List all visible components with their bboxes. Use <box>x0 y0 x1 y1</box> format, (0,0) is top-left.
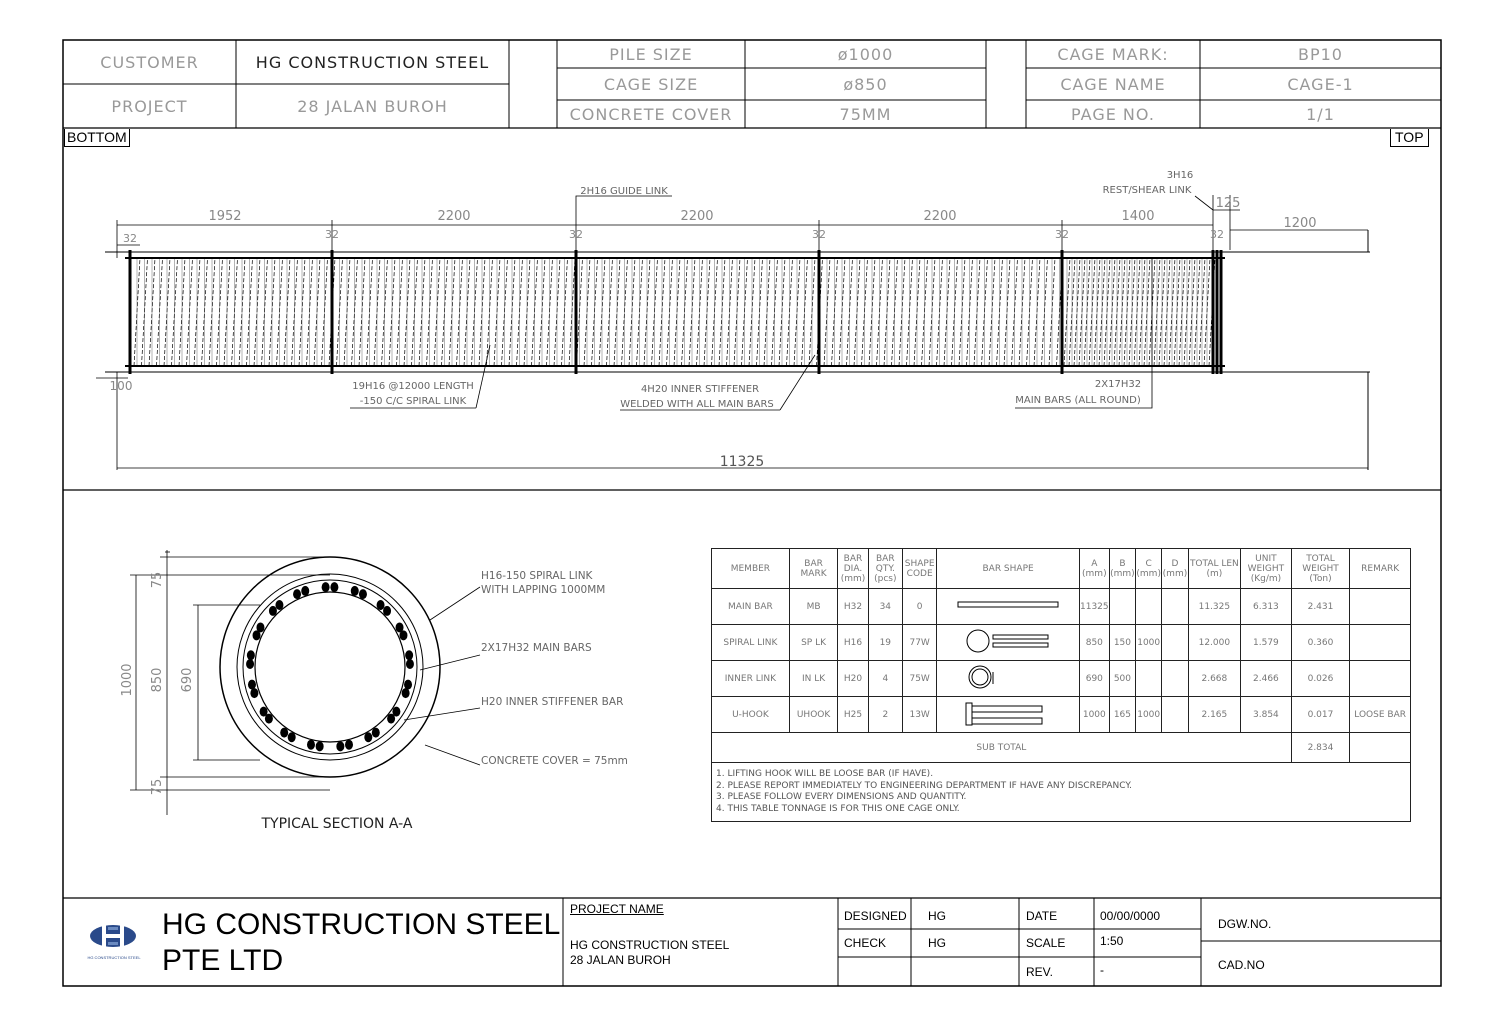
table-cell: H25 <box>838 697 868 733</box>
cage-name-label: CAGE NAME <box>1060 74 1166 94</box>
project-name-2: 28 JALAN BUROH <box>570 953 671 967</box>
dim-1952: 1952 <box>208 209 242 224</box>
stiffener-ring <box>255 592 405 742</box>
subtotal-label: SUB TOTAL <box>712 733 1292 763</box>
table-cell: 34 <box>868 589 902 625</box>
inner-link-row <box>712 661 1411 697</box>
table-cell: 1000 <box>1136 625 1162 661</box>
table-cell: MB <box>789 589 838 625</box>
table-cell: 0.017 <box>1291 697 1350 733</box>
main-bar-dot <box>293 589 301 599</box>
dim-100: 100 <box>109 379 133 393</box>
main-bar-dot <box>336 741 344 751</box>
table-cell: 2.431 <box>1291 589 1350 625</box>
table-cell: 850 <box>1079 625 1109 661</box>
table-cell: 150 <box>1109 625 1135 661</box>
dim-overall: 11325 <box>719 454 765 470</box>
section-main-bars <box>246 582 414 751</box>
col-member: MEMBER <box>712 549 790 589</box>
main-bar-dot <box>280 728 288 738</box>
table-cell: U-HOOK <box>712 697 790 733</box>
rest-link-note-2: REST/SHEAR LINK <box>1102 185 1192 196</box>
scale-value: 1:50 <box>1100 934 1124 948</box>
table-cell: 77W <box>902 625 936 661</box>
section-dim-75-top: 75 <box>150 571 165 589</box>
col-bar-dia: BAR DIA. (mm) <box>838 549 868 589</box>
main-bar-dot <box>275 600 283 610</box>
table-cell <box>1162 661 1188 697</box>
note-2: 2. PLEASE REPORT IMMEDIATELY TO ENGINEERING DEPARTMENT IF HAVE ANY DISCREPANCY. <box>716 780 1132 791</box>
dim-32-b: 32 <box>325 228 339 241</box>
project-label: PROJECT <box>111 96 188 116</box>
dim-32-a: 32 <box>123 232 137 245</box>
section-dim-690: 690 <box>180 667 195 693</box>
guide-link-note: 2H16 GUIDE LINK <box>580 186 668 197</box>
project-name-label: PROJECT NAME <box>570 902 664 916</box>
section-dim-1000: 1000 <box>120 663 135 697</box>
table-cell: 3.854 <box>1241 697 1292 733</box>
main-bar-dot <box>256 622 264 632</box>
dim-2200-b: 2200 <box>680 209 714 224</box>
table-cell <box>1162 697 1188 733</box>
table-cell: IN LK <box>789 661 838 697</box>
main-bar-row <box>712 589 1411 625</box>
table-cell: 6.313 <box>1241 589 1292 625</box>
table-cell <box>1350 661 1411 697</box>
table-cell: H16 <box>838 625 868 661</box>
table-cell: 690 <box>1079 661 1109 697</box>
main-bar-dot <box>387 714 395 724</box>
stiffener-rings <box>130 250 1221 374</box>
main-bar-dot <box>269 606 277 616</box>
main-bar-dot <box>402 688 410 698</box>
table-cell <box>1136 661 1162 697</box>
table-cell: 11.325 <box>1188 589 1241 625</box>
dim-1200: 1200 <box>1283 216 1317 231</box>
col-unit-weight: UNIT WEIGHT (Kg/m) <box>1241 549 1292 589</box>
dim-2200-c: 2200 <box>923 209 957 224</box>
main-bar-dot <box>377 600 385 610</box>
table-cell: LOOSE BAR <box>1350 697 1411 733</box>
dim-2200-a: 2200 <box>437 209 471 224</box>
customer-value: HG CONSTRUCTION STEEL <box>255 52 490 72</box>
main-bar-dot <box>383 606 391 616</box>
main-bar-dot <box>372 728 380 738</box>
table-cell: 2.466 <box>1241 661 1292 697</box>
table-cell: 12.000 <box>1188 625 1241 661</box>
dim-1400: 1400 <box>1121 209 1155 224</box>
designed-label: DESIGNED <box>844 909 907 923</box>
rev-label: REV. <box>1026 965 1053 979</box>
spiral-note-2: -150 C/C SPIRAL LINK <box>359 396 467 407</box>
cage-elevation <box>0 0 1500 490</box>
date-label: DATE <box>1026 909 1058 923</box>
section-note-cover: CONCRETE COVER = 75mm <box>481 755 628 767</box>
table-cell <box>937 625 1080 661</box>
table-cell: 1.579 <box>1241 625 1292 661</box>
cage-mark-value: BP10 <box>1298 44 1343 64</box>
dim-32-e: 32 <box>1055 228 1069 241</box>
table-cell: 0.026 <box>1291 661 1350 697</box>
rest-link-note-1: 3H16 <box>1166 170 1194 181</box>
table-cell: H32 <box>838 589 868 625</box>
main-bar-dot <box>345 740 353 750</box>
note-3: 3. PLEASE FOLLOW EVERY DIMENSIONS AND QUANTITY. <box>716 792 967 802</box>
col-bar-mark: BAR MARK <box>789 549 838 589</box>
dim-32-d: 32 <box>812 228 826 241</box>
bar-shape-sketch <box>948 595 1068 615</box>
customer-label: CUSTOMER <box>100 52 199 72</box>
table-cell: 11325 <box>1079 589 1109 625</box>
section-note-main: 2X17H32 MAIN BARS <box>481 642 592 654</box>
main-bar-dot <box>405 650 413 660</box>
col-shape-code: SHAPE CODE <box>902 549 936 589</box>
table-cell: INNER LINK <box>712 661 790 697</box>
mainbar-note-2: MAIN BARS (ALL ROUND) <box>1015 395 1141 406</box>
main-bar-dot <box>248 680 256 690</box>
table-cell: UHOOK <box>789 697 838 733</box>
main-bar-dot <box>406 659 414 669</box>
date-value: 00/00/0000 <box>1100 909 1161 923</box>
notes-row <box>712 763 1411 822</box>
col-a: A (mm) <box>1079 549 1109 589</box>
rev-value: - <box>1100 963 1104 977</box>
cage-size-label: CAGE SIZE <box>603 74 699 94</box>
subtotal-value: 2.834 <box>1291 733 1350 763</box>
table-cell <box>1109 589 1135 625</box>
table-cell <box>1162 589 1188 625</box>
main-bar-dot <box>307 740 315 750</box>
spiral-links <box>134 258 1215 366</box>
col-total-len: TOTAL LEN (m) <box>1188 549 1241 589</box>
cage-mark-label: CAGE MARK: <box>1057 44 1169 64</box>
designed-value: HG <box>928 909 946 923</box>
company-name-line1: HG CONSTRUCTION STEEL <box>162 908 561 941</box>
note-4: 4. THIS TABLE TONNAGE IS FOR THIS ONE CAGE ONLY. <box>716 803 960 814</box>
col-d: D (mm) <box>1162 549 1188 589</box>
project-value: 28 JALAN BUROH <box>297 96 448 116</box>
table-cell: 19 <box>868 625 902 661</box>
dgw-no-label: DGW.NO. <box>1218 917 1272 931</box>
spiral-ring-inner <box>243 580 417 754</box>
bar-shape-sketch <box>948 698 1068 728</box>
col-remark: REMARK <box>1350 549 1411 589</box>
project-name-1: HG CONSTRUCTION STEEL <box>570 938 730 952</box>
table-cell: 1000 <box>1079 697 1109 733</box>
logo-caption: HG CONSTRUCTION STEEL <box>87 955 141 960</box>
table-cell: 165 <box>1109 697 1135 733</box>
table-cell: 13W <box>902 697 936 733</box>
pile-size-label: PILE SIZE <box>609 44 693 64</box>
bar-schedule-table <box>711 548 1411 822</box>
table-cell: SP LK <box>789 625 838 661</box>
spiral-link-row <box>712 625 1411 661</box>
col-c: C (mm) <box>1136 549 1162 589</box>
main-bar-dot <box>316 741 324 751</box>
bar-schedule-header-row <box>712 549 1411 589</box>
bar-shape-sketch <box>948 626 1068 656</box>
table-cell: MAIN BAR <box>712 589 790 625</box>
dim-32-c: 32 <box>569 228 583 241</box>
col-b: B (mm) <box>1109 549 1135 589</box>
pile-size-value: ø1000 <box>837 44 894 64</box>
company-logo <box>88 918 138 968</box>
table-cell <box>1350 589 1411 625</box>
cage-name-value: CAGE-1 <box>1287 74 1354 94</box>
main-bar-dot <box>288 732 296 742</box>
cage-size-value: ø850 <box>843 74 888 94</box>
table-cell <box>937 697 1080 733</box>
bottom-tag: BOTTOM <box>64 129 130 147</box>
check-label: CHECK <box>844 936 887 950</box>
main-bar-dot <box>351 586 359 596</box>
u-hook-row <box>712 697 1411 733</box>
page-no-label: PAGE NO. <box>1071 104 1155 124</box>
typical-section <box>0 490 700 898</box>
main-bar-dot <box>260 707 268 717</box>
main-bar-dot <box>246 659 254 669</box>
table-cell <box>1162 625 1188 661</box>
check-value: HG <box>928 936 946 950</box>
main-bar-dot <box>322 582 330 592</box>
mainbar-note-1: 2X17H32 <box>1094 379 1142 390</box>
table-cell: 0.360 <box>1291 625 1350 661</box>
dim-32-f: 32 <box>1210 228 1224 241</box>
col-bar-qty: BAR QTY. (pcs) <box>868 549 902 589</box>
table-cell: 2 <box>868 697 902 733</box>
section-note-stiffener: H20 INNER STIFFENER BAR <box>481 696 624 708</box>
table-cell: 1000 <box>1136 697 1162 733</box>
dim-125: 125 <box>1215 196 1241 211</box>
table-cell: 500 <box>1109 661 1135 697</box>
note-1: 1. LIFTING HOOK WILL BE LOOSE BAR (IF HAVE). <box>716 769 934 779</box>
section-note-spiral-1: H16-150 SPIRAL LINK <box>481 570 593 582</box>
section-note-spiral-2: WITH LAPPING 1000MM <box>481 584 606 596</box>
subtotal-row <box>712 733 1411 763</box>
main-bar-dot <box>301 586 309 596</box>
stiffener-note-1: 4H20 INNER STIFFENER <box>640 384 760 395</box>
scale-label: SCALE <box>1026 936 1066 950</box>
bar-shape-sketch <box>948 662 1068 692</box>
main-bar-dot <box>399 630 407 640</box>
table-cell: 0 <box>902 589 936 625</box>
table-cell <box>1136 589 1162 625</box>
section-dim-75-bottom: 75 <box>150 778 165 796</box>
table-cell: SPIRAL LINK <box>712 625 790 661</box>
main-bar-dot <box>330 582 338 592</box>
concrete-cover-label: CONCRETE COVER <box>569 104 733 124</box>
main-bar-dot <box>359 589 367 599</box>
table-cell: 4 <box>868 661 902 697</box>
spiral-note-1: 19H16 @12000 LENGTH <box>352 381 474 392</box>
top-tag: TOP <box>1390 129 1429 147</box>
company-name-line2: PTE LTD <box>162 944 284 977</box>
concrete-cover-value: 75MM <box>839 104 892 124</box>
section-dim-850: 850 <box>150 667 165 693</box>
cad-no-label: CAD.NO <box>1218 958 1265 972</box>
page-no-value: 1/1 <box>1306 104 1335 124</box>
table-cell: 2.165 <box>1188 697 1241 733</box>
table-cell <box>1350 625 1411 661</box>
table-cell: 75W <box>902 661 936 697</box>
stiffener-note-2: WELDED WITH ALL MAIN BARS <box>620 399 774 410</box>
main-bar-dot <box>364 732 372 742</box>
table-cell <box>937 589 1080 625</box>
section-title: TYPICAL SECTION A-A <box>261 816 413 832</box>
main-bar-dot <box>247 650 255 660</box>
spiral-ring-outer <box>237 574 423 760</box>
table-cell <box>937 661 1080 697</box>
table-cell: H20 <box>838 661 868 697</box>
col-bar-shape: BAR SHAPE <box>937 549 1080 589</box>
table-cell: 2.668 <box>1188 661 1241 697</box>
col-total-weight: TOTAL WEIGHT (Ton) <box>1291 549 1350 589</box>
